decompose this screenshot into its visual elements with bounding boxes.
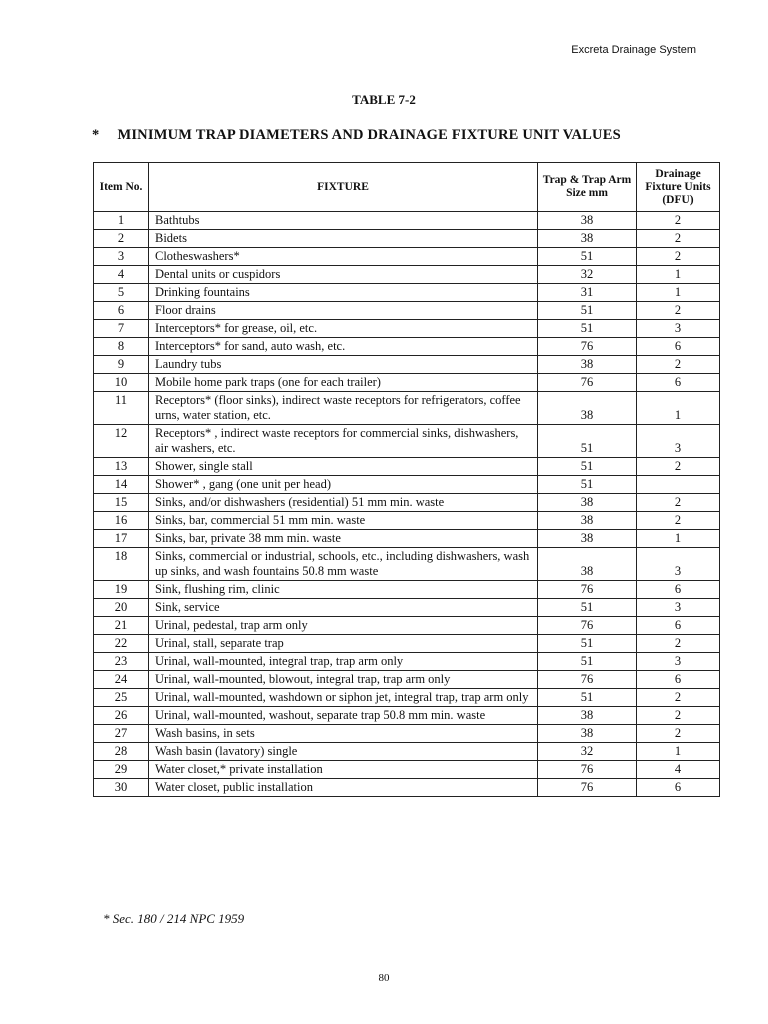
fixture-cell: Interceptors* for sand, auto wash, etc. xyxy=(149,338,538,356)
dfu-cell: 6 xyxy=(637,338,720,356)
fixture-cell: Dental units or cuspidors xyxy=(149,266,538,284)
column-header-fixture: FIXTURE xyxy=(149,163,538,212)
trap-size-cell: 76 xyxy=(538,779,637,797)
item-number-cell: 11 xyxy=(94,392,149,425)
item-number-cell: 6 xyxy=(94,302,149,320)
table-row xyxy=(94,230,720,248)
table-row xyxy=(94,671,720,689)
item-number-cell: 15 xyxy=(94,494,149,512)
fixture-cell: Laundry tubs xyxy=(149,356,538,374)
dfu-cell: 1 xyxy=(637,266,720,284)
dfu-cell: 6 xyxy=(637,617,720,635)
trap-size-cell: 51 xyxy=(538,689,637,707)
trap-size-cell: 76 xyxy=(538,671,637,689)
table-row xyxy=(94,530,720,548)
table-row xyxy=(94,581,720,599)
item-number-cell: 16 xyxy=(94,512,149,530)
fixture-cell: Urinal, wall-mounted, washout, separate trap 50.8 mm min. waste xyxy=(149,707,538,725)
table-row xyxy=(94,743,720,761)
table-row xyxy=(94,356,720,374)
fixture-cell: Interceptors* for grease, oil, etc. xyxy=(149,320,538,338)
table-body xyxy=(94,212,720,797)
dfu-cell: 6 xyxy=(637,779,720,797)
fixture-cell: Shower* , gang (one unit per head) xyxy=(149,476,538,494)
fixture-cell: Sinks, commercial or industrial, schools, etc., including dishwashers, wash up sinks, and wash fountains 50.8 mm waste xyxy=(149,548,538,581)
fixture-cell: Sinks, bar, private 38 mm min. waste xyxy=(149,530,538,548)
table-row xyxy=(94,548,720,581)
dfu-cell: 2 xyxy=(637,356,720,374)
item-number-cell: 26 xyxy=(94,707,149,725)
dfu-cell: 1 xyxy=(637,530,720,548)
fixture-cell: Bathtubs xyxy=(149,212,538,230)
dfu-cell: 3 xyxy=(637,320,720,338)
item-number-cell: 12 xyxy=(94,425,149,458)
item-number-cell: 13 xyxy=(94,458,149,476)
item-number-cell: 9 xyxy=(94,356,149,374)
dfu-cell xyxy=(637,476,720,494)
dfu-cell: 2 xyxy=(637,635,720,653)
dfu-cell: 2 xyxy=(637,248,720,266)
fixture-unit-table xyxy=(93,162,720,797)
dfu-cell: 2 xyxy=(637,302,720,320)
trap-size-cell: 76 xyxy=(538,761,637,779)
fixture-cell: Urinal, wall-mounted, integral trap, trap arm only xyxy=(149,653,538,671)
table-row xyxy=(94,458,720,476)
trap-size-cell: 32 xyxy=(538,266,637,284)
trap-size-cell: 51 xyxy=(538,320,637,338)
dfu-cell: 6 xyxy=(637,671,720,689)
table-row xyxy=(94,617,720,635)
trap-size-cell: 32 xyxy=(538,743,637,761)
item-number-cell: 10 xyxy=(94,374,149,392)
table-title-text: MINIMUM TRAP DIAMETERS AND DRAINAGE FIXTURE UNIT VALUES xyxy=(117,127,621,143)
fixture-cell: Sink, flushing rim, clinic xyxy=(149,581,538,599)
trap-size-cell: 76 xyxy=(538,581,637,599)
table-row xyxy=(94,374,720,392)
fixture-cell: Urinal, stall, separate trap xyxy=(149,635,538,653)
trap-size-cell: 38 xyxy=(538,392,637,425)
title-footnote-marker: * xyxy=(92,127,100,143)
dfu-cell: 2 xyxy=(637,494,720,512)
dfu-cell: 3 xyxy=(637,653,720,671)
item-number-cell: 19 xyxy=(94,581,149,599)
fixture-cell: Floor drains xyxy=(149,302,538,320)
table-number: TABLE 7-2 xyxy=(352,92,416,107)
item-number-cell: 28 xyxy=(94,743,149,761)
trap-size-cell: 51 xyxy=(538,476,637,494)
item-number-cell: 29 xyxy=(94,761,149,779)
trap-size-cell: 38 xyxy=(538,494,637,512)
table-row xyxy=(94,707,720,725)
fixture-cell: Sinks, bar, commercial 51 mm min. waste xyxy=(149,512,538,530)
item-number-cell: 17 xyxy=(94,530,149,548)
fixture-cell: Drinking fountains xyxy=(149,284,538,302)
fixture-cell: Receptors* , indirect waste receptors for commercial sinks, dishwashers, air washers, etc. xyxy=(149,425,538,458)
table-row xyxy=(94,302,720,320)
item-number-cell: 20 xyxy=(94,599,149,617)
trap-size-cell: 38 xyxy=(538,230,637,248)
trap-size-cell: 38 xyxy=(538,512,637,530)
table-row xyxy=(94,689,720,707)
fixture-cell: Clotheswashers* xyxy=(149,248,538,266)
fixture-cell: Bidets xyxy=(149,230,538,248)
trap-size-cell: 76 xyxy=(538,338,637,356)
dfu-cell: 2 xyxy=(637,230,720,248)
table-row xyxy=(94,494,720,512)
fixture-cell: Urinal, pedestal, trap arm only xyxy=(149,617,538,635)
table-row xyxy=(94,248,720,266)
table-row xyxy=(94,761,720,779)
dfu-cell: 4 xyxy=(637,761,720,779)
table-row xyxy=(94,476,720,494)
trap-size-cell: 38 xyxy=(538,212,637,230)
table-row xyxy=(94,212,720,230)
trap-size-cell: 51 xyxy=(538,599,637,617)
trap-size-cell: 76 xyxy=(538,617,637,635)
column-header-trap-size: Trap & Trap Arm Size mm xyxy=(538,163,637,212)
fixture-cell: Urinal, wall-mounted, washdown or siphon jet, integral trap, trap arm only xyxy=(149,689,538,707)
fixture-cell: Water closet,* private installation xyxy=(149,761,538,779)
running-head: Excreta Drainage System xyxy=(571,44,696,56)
table-row xyxy=(94,635,720,653)
fixture-cell: Urinal, wall-mounted, blowout, integral trap, trap arm only xyxy=(149,671,538,689)
trap-size-cell: 38 xyxy=(538,530,637,548)
footnote: * Sec. 180 / 214 NPC 1959 xyxy=(103,911,245,926)
trap-size-cell: 76 xyxy=(538,374,637,392)
table-row xyxy=(94,512,720,530)
trap-size-cell: 38 xyxy=(538,548,637,581)
item-number-cell: 14 xyxy=(94,476,149,494)
trap-size-cell: 51 xyxy=(538,653,637,671)
trap-size-cell: 51 xyxy=(538,248,637,266)
table-header-row xyxy=(94,163,720,212)
page-number: 80 xyxy=(378,972,390,984)
table-row xyxy=(94,284,720,302)
table-row xyxy=(94,599,720,617)
item-number-cell: 18 xyxy=(94,548,149,581)
table-row xyxy=(94,725,720,743)
item-number-cell: 8 xyxy=(94,338,149,356)
column-header-item-no: Item No. xyxy=(94,163,149,212)
table-row xyxy=(94,392,720,425)
fixture-cell: Mobile home park traps (one for each trailer) xyxy=(149,374,538,392)
trap-size-cell: 51 xyxy=(538,302,637,320)
dfu-cell: 1 xyxy=(637,284,720,302)
item-number-cell: 27 xyxy=(94,725,149,743)
item-number-cell: 1 xyxy=(94,212,149,230)
table-row xyxy=(94,653,720,671)
trap-size-cell: 31 xyxy=(538,284,637,302)
dfu-cell: 2 xyxy=(637,512,720,530)
item-number-cell: 21 xyxy=(94,617,149,635)
trap-size-cell: 38 xyxy=(538,725,637,743)
trap-size-cell: 51 xyxy=(538,425,637,458)
item-number-cell: 25 xyxy=(94,689,149,707)
dfu-cell: 2 xyxy=(637,689,720,707)
item-number-cell: 24 xyxy=(94,671,149,689)
trap-size-cell: 38 xyxy=(538,356,637,374)
item-number-cell: 3 xyxy=(94,248,149,266)
dfu-cell: 1 xyxy=(637,743,720,761)
item-number-cell: 22 xyxy=(94,635,149,653)
table-row xyxy=(94,425,720,458)
trap-size-cell: 51 xyxy=(538,458,637,476)
fixture-cell: Sinks, and/or dishwashers (residential) 51 mm min. waste xyxy=(149,494,538,512)
table-row xyxy=(94,779,720,797)
trap-size-cell: 38 xyxy=(538,707,637,725)
item-number-cell: 7 xyxy=(94,320,149,338)
item-number-cell: 5 xyxy=(94,284,149,302)
table-row xyxy=(94,266,720,284)
fixture-cell: Wash basins, in sets xyxy=(149,725,538,743)
item-number-cell: 30 xyxy=(94,779,149,797)
dfu-cell: 3 xyxy=(637,599,720,617)
dfu-cell: 2 xyxy=(637,458,720,476)
trap-size-cell: 51 xyxy=(538,635,637,653)
dfu-cell: 6 xyxy=(637,374,720,392)
table-row xyxy=(94,320,720,338)
fixture-cell: Wash basin (lavatory) single xyxy=(149,743,538,761)
item-number-cell: 4 xyxy=(94,266,149,284)
fixture-cell: Shower, single stall xyxy=(149,458,538,476)
fixture-cell: Receptors* (floor sinks), indirect waste receptors for refrigerators, coffee urns, water station, etc. xyxy=(149,392,538,425)
dfu-cell: 2 xyxy=(637,725,720,743)
dfu-cell: 6 xyxy=(637,581,720,599)
fixture-cell: Sink, service xyxy=(149,599,538,617)
dfu-cell: 2 xyxy=(637,707,720,725)
dfu-cell: 3 xyxy=(637,548,720,581)
dfu-cell: 1 xyxy=(637,392,720,425)
item-number-cell: 2 xyxy=(94,230,149,248)
column-header-dfu: Drainage Fixture Units (DFU) xyxy=(637,163,720,212)
table-title xyxy=(92,127,621,144)
fixture-cell: Water closet, public installation xyxy=(149,779,538,797)
item-number-cell: 23 xyxy=(94,653,149,671)
dfu-cell: 3 xyxy=(637,425,720,458)
table-row xyxy=(94,338,720,356)
dfu-cell: 2 xyxy=(637,212,720,230)
